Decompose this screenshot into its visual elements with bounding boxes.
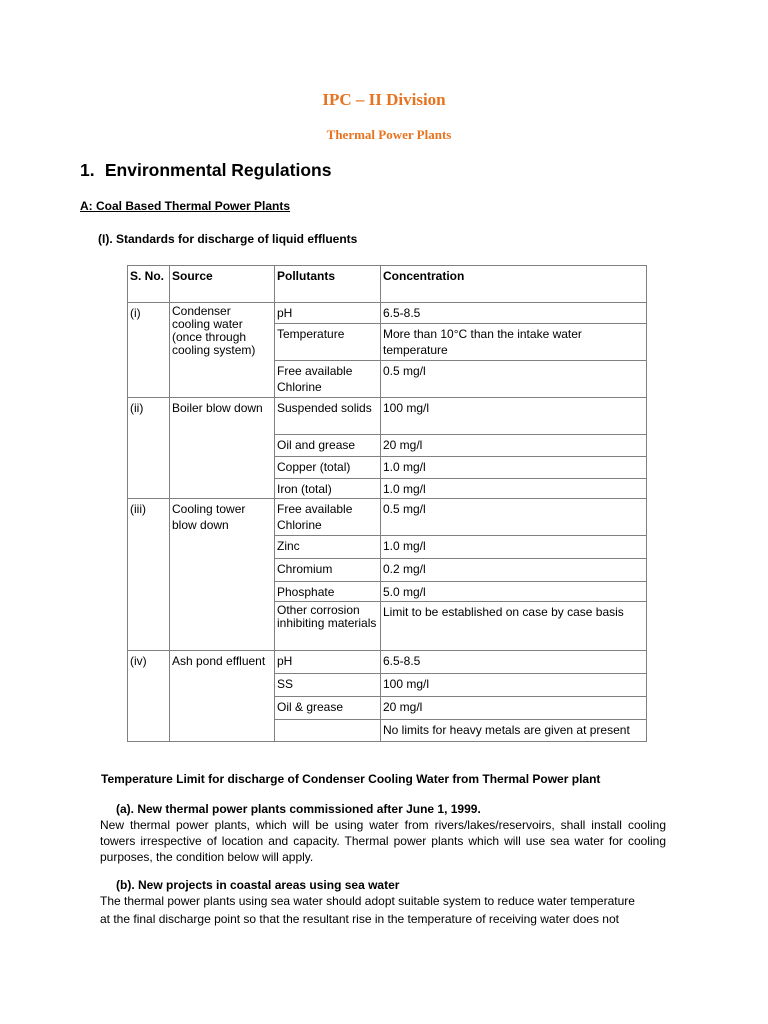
- cell-concentration: 1.0 mg/l: [381, 457, 647, 479]
- table-row: [128, 499, 647, 536]
- cell-pollutant: Oil & grease: [275, 697, 381, 720]
- cell-source: Boiler blow down: [170, 398, 275, 499]
- cell-pollutant: Copper (total): [275, 457, 381, 479]
- cell-source: Ash pond effluent: [170, 651, 275, 742]
- cell-pollutant: Zinc: [275, 536, 381, 559]
- cell-concentration: No limits for heavy metals are given at present: [381, 720, 647, 742]
- temperature-limit-heading: Temperature Limit for discharge of Condenser Cooling Water from Thermal Power plant: [101, 772, 601, 786]
- table-header-row: [128, 266, 647, 303]
- table-caption: (I). Standards for discharge of liquid effluents: [98, 232, 358, 246]
- cell-sno: (i): [128, 303, 170, 398]
- cell-pollutant: Free available Chlorine: [275, 499, 381, 536]
- cell-concentration: More than 10°C than the intake water temperature: [381, 324, 647, 361]
- subheading: A: Coal Based Thermal Power Plants: [80, 199, 291, 213]
- effluent-standards-table: [127, 265, 647, 742]
- page-title: IPC – II Division: [322, 90, 446, 109]
- header-source: Source: [170, 266, 275, 303]
- cell-concentration: 1.0 mg/l: [381, 479, 647, 499]
- section-title: Environmental Regulations: [104, 160, 332, 180]
- table-row: [128, 303, 647, 324]
- subsection-b-heading: (b). New projects in coastal areas using sea water: [116, 878, 400, 892]
- cell-sno: (iii): [128, 499, 170, 651]
- cell-sno: (iv): [128, 651, 170, 742]
- cell-source: Cooling tower blow down: [170, 499, 275, 651]
- section-number: 1.: [80, 160, 95, 180]
- cell-pollutant: pH: [275, 303, 381, 324]
- cell-concentration: 100 mg/l: [381, 398, 647, 435]
- cell-concentration: 0.2 mg/l: [381, 559, 647, 582]
- cell-concentration: 5.0 mg/l: [381, 582, 647, 602]
- cell-concentration: 20 mg/l: [381, 435, 647, 457]
- cell-concentration: 0.5 mg/l: [381, 499, 647, 536]
- cell-pollutant: pH: [275, 651, 381, 674]
- cell-concentration: 0.5 mg/l: [381, 361, 647, 398]
- cell-pollutant: Free available Chlorine: [275, 361, 381, 398]
- cell-concentration: 100 mg/l: [381, 674, 647, 697]
- section-heading: [80, 160, 331, 181]
- cell-concentration: Limit to be established on case by case basis: [381, 602, 647, 651]
- table-row: [128, 398, 647, 435]
- header-concentration: Concentration: [381, 266, 647, 303]
- table-row: [128, 651, 647, 674]
- cell-pollutant: Iron (total): [275, 479, 381, 499]
- cell-concentration: 6.5-8.5: [381, 303, 647, 324]
- cell-concentration: 1.0 mg/l: [381, 536, 647, 559]
- subsection-b-text-line2: at the final discharge point so that the resultant rise in the temperature of receiving water does not: [100, 912, 619, 926]
- cell-pollutant: Other corrosion inhibiting materials: [275, 602, 381, 651]
- cell-pollutant: Temperature: [275, 324, 381, 361]
- cell-sno: (ii): [128, 398, 170, 499]
- cell-pollutant: SS: [275, 674, 381, 697]
- header-pollutants: Pollutants: [275, 266, 381, 303]
- header-sno: S. No.: [128, 266, 170, 303]
- cell-pollutant: Phosphate: [275, 582, 381, 602]
- cell-source: Condenser cooling water (once through cooling system): [170, 303, 275, 398]
- subsection-b-text-line1: The thermal power plants using sea water should adopt suitable system to reduce water temperature: [100, 894, 635, 908]
- cell-pollutant: Chromium: [275, 559, 381, 582]
- subsection-a-heading: (a). New thermal power plants commissioned after June 1, 1999.: [116, 802, 481, 816]
- page-subtitle: Thermal Power Plants: [326, 127, 452, 142]
- subsection-a-text: New thermal power plants, which will be using water from rivers/lakes/reservoirs, shall install cooling towers irrespective of location and capacity. Thermal power plants which will use sea water for cooling purposes, the condition below will apply.: [100, 818, 666, 864]
- cell-pollutant: Suspended solids: [275, 398, 381, 435]
- cell-pollutant: [275, 720, 381, 742]
- cell-concentration: 6.5-8.5: [381, 651, 647, 674]
- cell-pollutant: Oil and grease: [275, 435, 381, 457]
- cell-concentration: 20 mg/l: [381, 697, 647, 720]
